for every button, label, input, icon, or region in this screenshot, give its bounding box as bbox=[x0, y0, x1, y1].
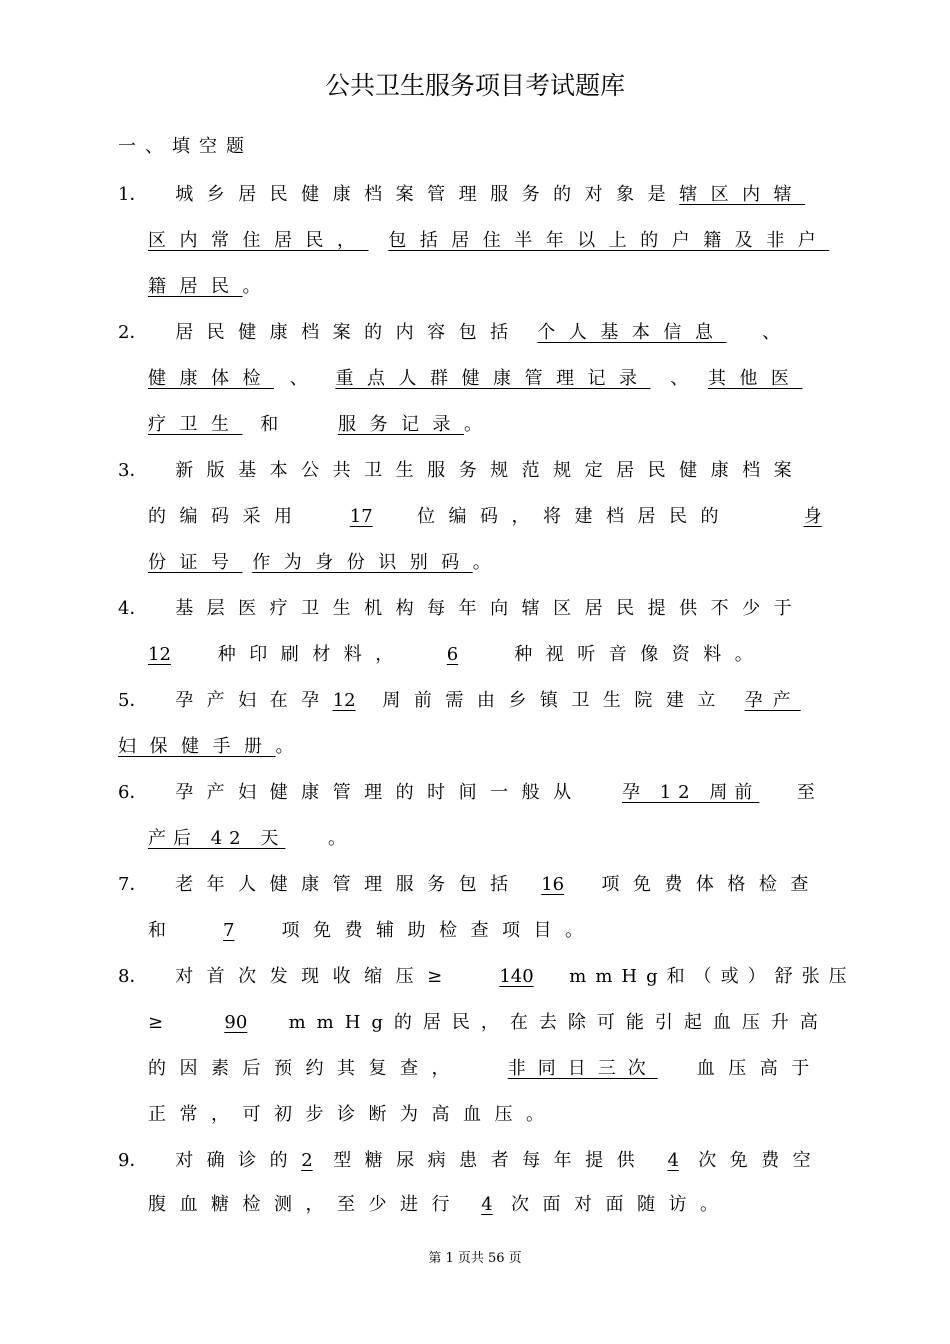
q4-text-3: 种视听音像资料。 bbox=[514, 644, 767, 665]
q7-answer-1: 16 bbox=[541, 874, 565, 895]
q6-text-1: 孕产妇健康管理的时间一般从 bbox=[175, 782, 585, 803]
q6-answer-2: 产后 42 天 bbox=[148, 828, 286, 849]
q2-answer-6: 服务记录 bbox=[337, 414, 464, 435]
q2-answer-5: 疗卫生 bbox=[148, 414, 243, 435]
q6-line1 bbox=[118, 778, 815, 804]
q6-end: 。 bbox=[328, 828, 346, 849]
q3-line1 bbox=[118, 456, 805, 482]
q8-text-6: 血压高于 bbox=[696, 1058, 823, 1079]
q1-line1 bbox=[118, 180, 805, 206]
q9-line2 bbox=[148, 1190, 732, 1216]
q3-number: 3． bbox=[118, 460, 148, 481]
q9-text-4: 腹血糖检测，至少进行 bbox=[148, 1194, 463, 1215]
q7-text-1: 老年人健康管理服务包括 bbox=[175, 874, 522, 895]
q3-text-1: 新版基本公共卫生服务规范规定居民健康档案 bbox=[175, 460, 806, 481]
q1-line2 bbox=[134, 226, 829, 252]
q3-line3 bbox=[134, 548, 491, 574]
q4-text-2: 种印刷材料， bbox=[217, 644, 407, 665]
q1-text: 城乡居民健康档案管理服务的对象是 bbox=[175, 184, 680, 205]
q5-text-1: 孕产妇在孕 bbox=[175, 690, 333, 711]
q5-line2 bbox=[118, 732, 294, 758]
q6-text-2: 至 bbox=[796, 782, 815, 803]
q8-text-3: ≥ bbox=[148, 1012, 164, 1033]
q8-text-4: mmHg的居民，在去除可能引起血压升高 bbox=[288, 1012, 829, 1033]
q8-text-7: 正常，可初步诊断为高血压。 bbox=[148, 1104, 558, 1125]
q9-text-5: 次面对面随访。 bbox=[511, 1194, 732, 1215]
q9-line1 bbox=[118, 1146, 824, 1172]
q2-line2 bbox=[148, 364, 802, 390]
q4-line1 bbox=[118, 594, 805, 620]
q3-line2 bbox=[148, 502, 822, 528]
q2-line1 bbox=[118, 318, 780, 344]
q9-number: 9． bbox=[118, 1150, 148, 1171]
q7-text-3: 和 bbox=[148, 920, 166, 941]
q6-line2 bbox=[148, 824, 346, 850]
section-heading: 一、填空题 bbox=[118, 136, 253, 157]
q3-answer-2: 身 bbox=[803, 506, 822, 527]
q7-text-2: 项免费体格检查 bbox=[601, 874, 822, 895]
q9-answer-3: 4 bbox=[481, 1194, 493, 1215]
q3-end: 。 bbox=[472, 552, 491, 573]
q2-number: 2． bbox=[118, 322, 148, 343]
q8-answer-1: 140 bbox=[499, 966, 534, 987]
q8-text-1: 对首次发现收缩压≥ bbox=[175, 966, 456, 987]
q8-answer-2: 90 bbox=[224, 1012, 248, 1033]
q9-text-1: 对确诊的 bbox=[175, 1150, 302, 1171]
q2-text: 居民健康档案的内容包括 bbox=[175, 322, 522, 343]
q2-sep-3: 、 bbox=[670, 368, 689, 389]
q1-line3 bbox=[134, 272, 261, 298]
q7-number: 7． bbox=[118, 874, 148, 895]
q7-answer-2: 7 bbox=[223, 920, 235, 941]
q4-answer-1: 12 bbox=[148, 644, 171, 665]
q8-line2 bbox=[148, 1008, 829, 1034]
q2-sep-1: 、 bbox=[762, 322, 781, 343]
q9-text-3: 次免费空 bbox=[698, 1150, 825, 1171]
q9-answer-1: 2 bbox=[301, 1150, 313, 1171]
document-title: 公共卫生服务项目考试题库 bbox=[324, 71, 625, 100]
q2-answer-4: 其他医 bbox=[707, 368, 803, 389]
q2-end: 。 bbox=[463, 414, 482, 435]
q2-line3 bbox=[134, 410, 482, 436]
q4-answer-2: 6 bbox=[446, 644, 459, 665]
q8-text-5: 的因素后预约其复查， bbox=[148, 1058, 463, 1079]
q2-and: 和 bbox=[260, 414, 279, 435]
q7-line1 bbox=[118, 870, 822, 896]
q3-text-2: 的编码采用 bbox=[148, 506, 306, 527]
q1-answer-3: 包括居住半年以上的户籍及非户 bbox=[388, 230, 830, 251]
q8-text-2: mmHg和（或）舒张压 bbox=[569, 966, 856, 987]
q5-number: 5． bbox=[118, 690, 148, 711]
q5-text-2: 周前需由乡镇卫生院建立 bbox=[382, 690, 729, 711]
q5-line1 bbox=[118, 686, 801, 712]
q9-answer-2: 4 bbox=[667, 1150, 679, 1171]
q1-answer-1: 辖区内辖 bbox=[679, 184, 806, 205]
q2-answer-1: 个人基本信息 bbox=[537, 322, 727, 343]
q8-line1 bbox=[118, 962, 856, 988]
q5-answer-1: 12 bbox=[332, 690, 356, 711]
q5-end: 。 bbox=[275, 736, 294, 757]
q6-number: 6． bbox=[118, 782, 148, 803]
q2-answer-2: 健康体检 bbox=[148, 368, 274, 389]
q4-line2 bbox=[148, 640, 766, 666]
q8-answer-3: 非同日三次 bbox=[507, 1058, 658, 1079]
q2-sep-2: 、 bbox=[289, 368, 308, 389]
q1-answer-2: 区内常住居民， bbox=[148, 230, 369, 251]
q4-text-1: 基层医疗卫生机构每年向辖区居民提供不少于 bbox=[175, 598, 806, 619]
q6-answer-1: 孕 12 周前 bbox=[622, 782, 760, 803]
q2-answer-3: 重点人群健康管理记录 bbox=[335, 368, 651, 389]
q5-answer-2: 孕产 bbox=[744, 690, 801, 711]
q7-text-4: 项免费辅助检查项目。 bbox=[281, 920, 597, 941]
q8-line3 bbox=[148, 1054, 823, 1080]
q1-number: 1． bbox=[118, 184, 148, 205]
q5-answer-3: 妇保健手册 bbox=[118, 736, 276, 757]
q3-answer-4: 作为身份识别码 bbox=[252, 552, 473, 573]
q3-text-3: 位编码，将建档居民的 bbox=[416, 506, 732, 527]
q7-line2 bbox=[148, 916, 596, 942]
q1-answer-4: 籍居民 bbox=[148, 276, 243, 297]
q3-answer-3: 份证号 bbox=[148, 552, 243, 573]
q4-number: 4． bbox=[118, 598, 148, 619]
q8-line4 bbox=[148, 1100, 558, 1126]
q3-answer-1: 17 bbox=[349, 506, 373, 527]
q9-text-2: 型糖尿病患者每年提供 bbox=[333, 1150, 649, 1171]
q8-number: 8． bbox=[118, 966, 148, 987]
q1-end: 。 bbox=[242, 276, 261, 297]
page-footer: 第 1 页共 56 页 bbox=[428, 1251, 522, 1266]
